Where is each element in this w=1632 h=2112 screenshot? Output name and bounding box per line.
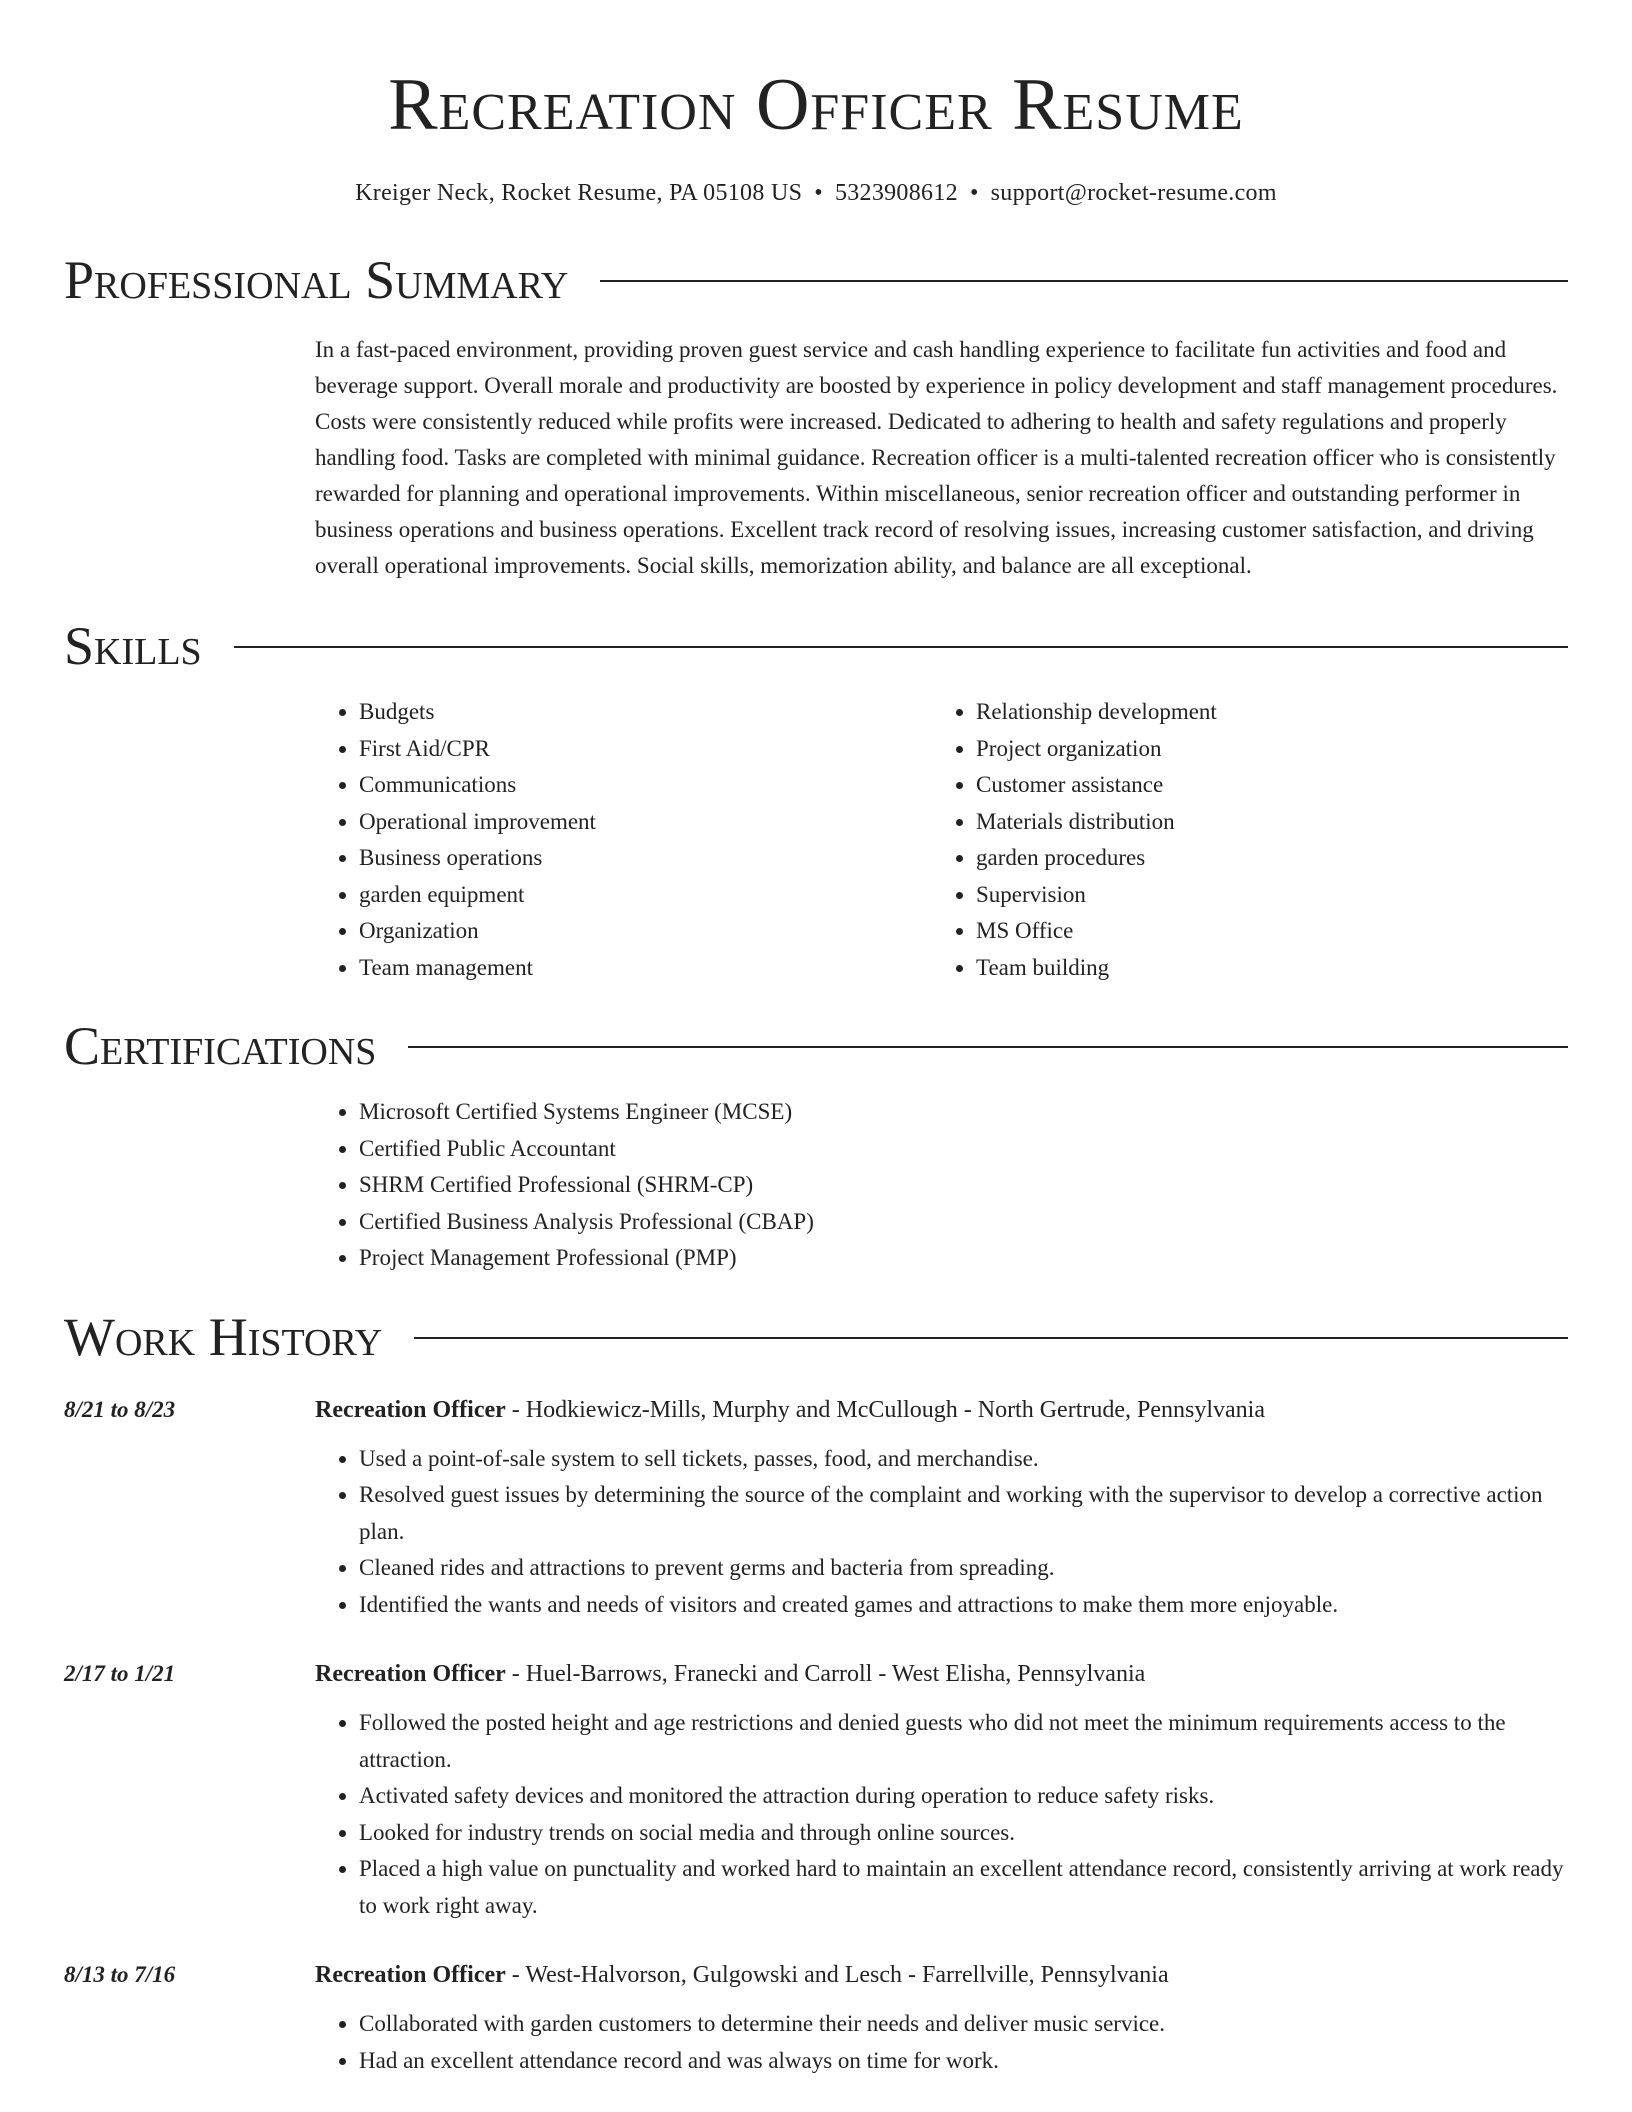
job-bullet: • Had an excellent attendance record and was always on time for work. [359, 2043, 1568, 2080]
skill-item: • Communications [359, 767, 932, 804]
summary-title: Professional Summary [64, 250, 569, 310]
skills-list-left [315, 694, 932, 986]
job-bullets [315, 1441, 1568, 1624]
contact-separator: • [969, 180, 979, 206]
certifications-section-header [64, 1016, 1568, 1076]
skill-item: • garden equipment [359, 877, 932, 914]
certifications-block [315, 1094, 1568, 1277]
certification-item: • Microsoft Certified Systems Engineer (MCSE) [359, 1094, 1568, 1131]
job-dates: 8/13 to 7/16 [64, 1962, 176, 1987]
certification-item: • SHRM Certified Professional (SHRM-CP) [359, 1167, 1568, 1204]
skill-item: • Business operations [359, 840, 932, 877]
job-bullet: • Identified the wants and needs of visitors and created games and attractions to make them more enjoyable. [359, 1587, 1568, 1624]
certification-item: • Project Management Professional (PMP) [359, 1240, 1568, 1277]
job-body [315, 1393, 1568, 1624]
summary-section-header [64, 250, 1568, 310]
job-bullet: • Followed the posted height and age restrictions and denied guests who did not meet the minimum requirements access to the attraction. [359, 1705, 1568, 1778]
job-role: Recreation Officer [315, 1396, 506, 1423]
skills-grid [315, 694, 1568, 986]
skill-item: • Budgets [359, 694, 932, 731]
contact-separator: • [814, 180, 823, 206]
skills-title: Skills [64, 616, 202, 676]
job-bullets [315, 1705, 1568, 1924]
contact-phone[interactable]: 5323908612 [834, 180, 958, 206]
skills-column-right [932, 694, 1549, 986]
job-bullet: • Placed a high value on punctuality and worked hard to maintain an excellent attendance record, consistently arriving at work ready to work right away. [359, 1851, 1568, 1924]
skills-section-header [64, 616, 1568, 676]
job-bullet: • Used a point-of-sale system to sell tickets, passes, food, and merchandise. [359, 1441, 1568, 1478]
job-company-location: - Hodkiewicz-Mills, Murphy and McCullough - North Gertrude, Pennsylvania [505, 1396, 1265, 1423]
section-divider [234, 646, 1568, 648]
job-heading [315, 1393, 1568, 1427]
job-company-location: - West-Halvorson, Gulgowski and Lesch - Farrellville, Pennsylvania [505, 1962, 1169, 1988]
job-bullet: • Collaborated with garden customers to determine their needs and deliver music service. [359, 2006, 1568, 2043]
contact-address: Kreiger Neck, Rocket Resume, PA 05108 US [355, 180, 803, 206]
summary-text: In a fast-paced environment, providing proven guest service and cash handling experience to facilitate fun activities and food and beverage support. Overall morale and productivity are boosted by experience in policy development and staff management procedures. Costs were consistently reduced while profits were increased. Dedicated to adhering to health and safety regulations and properly handling food. Tasks are completed with minimal guidance. Recreation officer is a multi-talented recreation officer who is consistently rewarded for planning and operational improvements. Within miscellaneous, senior recreation officer and outstanding performer in business operations and business operations. Excellent track record of resolving issues, increasing customer satisfaction, and driving overall operational improvements. Social skills, memorization ability, and balance are all exceptional. [315, 337, 1558, 578]
certification-item: • Certified Business Analysis Professional (CBAP) [359, 1204, 1568, 1241]
work-title: Work History [64, 1306, 383, 1367]
job-heading [315, 1958, 1568, 1992]
job-body [315, 1657, 1568, 1924]
contact-line [64, 178, 1568, 208]
job-company-location: - Huel-Barrows, Franecki and Carroll - West Elisha, Pennsylvania [505, 1661, 1146, 1687]
certifications-title: Certifications [64, 1016, 377, 1076]
certifications-list [315, 1094, 1568, 1277]
job-heading [315, 1657, 1568, 1691]
skill-item: • Team building [976, 950, 1549, 987]
skill-item: • MS Office [976, 913, 1549, 950]
skill-item: • Team management [359, 950, 932, 987]
job-dates: 2/17 to 1/21 [64, 1661, 176, 1686]
job-role: Recreation Officer [315, 1661, 506, 1687]
skill-item: • Relationship development [976, 694, 1549, 731]
skill-item: • First Aid/CPR [359, 731, 932, 768]
skill-item: • Organization [359, 913, 932, 950]
work-section-header [64, 1307, 1568, 1367]
contact-email[interactable]: support@rocket-resume.com [990, 180, 1277, 206]
skill-item: • Materials distribution [976, 804, 1549, 841]
job-bullet: • Activated safety devices and monitored the attraction during operation to reduce safety risks. [359, 1778, 1568, 1815]
job-bullet: • Looked for industry trends on social media and through online sources. [359, 1815, 1568, 1852]
job-bullet: • Resolved guest issues by determining the source of the complaint and working with the supervisor to develop a corrective action plan. [359, 1477, 1568, 1550]
skill-item: • Operational improvement [359, 804, 932, 841]
job-role: Recreation Officer [315, 1962, 506, 1988]
job-entry [64, 1393, 1568, 1624]
skill-item: • garden procedures [976, 840, 1549, 877]
resume-page [64, 0, 1568, 2079]
job-entry [64, 1657, 1568, 1924]
skill-item: • Supervision [976, 877, 1549, 914]
resume-title: Recreation Officer Resume [388, 64, 1244, 146]
job-entry [64, 1958, 1568, 2079]
job-bullets [315, 2006, 1568, 2079]
skills-list-right [932, 694, 1549, 986]
job-dates: 8/21 to 8/23 [64, 1396, 176, 1422]
certification-item: • Certified Public Accountant [359, 1131, 1568, 1168]
job-body [315, 1958, 1568, 2079]
section-divider [408, 1046, 1568, 1048]
skill-item: • Project organization [976, 731, 1549, 768]
section-divider [600, 280, 1568, 282]
skills-column-left [315, 694, 932, 986]
job-bullet: • Cleaned rides and attractions to prevent germs and bacteria from spreading. [359, 1550, 1568, 1587]
skill-item: • Customer assistance [976, 767, 1549, 804]
section-divider [414, 1337, 1568, 1339]
